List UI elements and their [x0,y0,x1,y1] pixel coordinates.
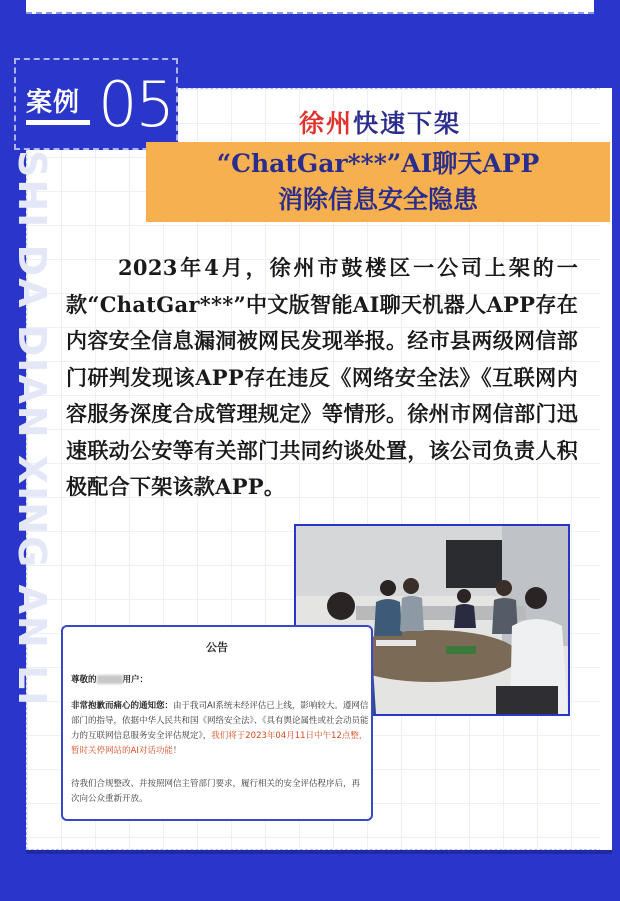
greeting-prefix: 尊敬的 [71,675,97,685]
notice-greeting [71,673,148,685]
notice-paragraph-2: 待我们合规整改、并按照网信主管部门要求，履行相关的安全评估程序后，再次向公众重新开放。 [71,779,361,804]
redacted-name [97,675,123,684]
notice-title: 公告 [206,641,228,654]
notice-p1-end: ！ [172,746,182,756]
headline-line1-rest: 快速下架 [353,109,462,138]
top-strip [26,0,594,14]
article-body: 2023年4月，徐州市鼓楼区一公司上架的一款“ChatGar***”中文版智能AI聊天机器人APP存在内容安全信息漏洞被网民发现举报。经市县两级网信部门研判发现该APP存在违反《网络安全法》《互联网内容服务深度合成管理规定》等情形。徐州市网信部门迅速联动公安等有关部门共同约谈处置，该公司负责人积极配合下架该款APP。 [66,255,578,499]
case-badge [14,58,178,150]
headline-box [146,142,610,222]
headline-line3: 消除信息安全隐患 [277,185,478,214]
case-number: 05 [98,68,173,141]
notice-paragraph-1 [71,699,369,759]
badge-underline [26,120,90,125]
notice-p1-text: 由于我司AI系统未经评估已上线，影响较大。遵网信部门的指导，依据中华人民共和国《网络安全法》、《具有舆论属性或社会动员能力的互联网信息服务安全评估规定》， [71,701,369,741]
notice-p1-lead: 非常抱歉而痛心的通知您： [71,701,174,711]
notice-screenshot [61,625,373,821]
card-bottom-shadow [26,850,612,854]
greeting-suffix: 用户： [122,675,149,685]
headline-line1 [250,104,510,140]
notice-p1-highlight: 我们将于2023年04月11日中午12点整，暂时关停网站的AI对话功能 [71,731,368,756]
vertical-watermark: SHI DA DIAN XING AN LI [10,150,54,708]
headline-accent: 徐州 [298,109,353,138]
headline-line2: “ChatGar***”AI聊天APP [216,149,540,178]
case-label: 案例 [26,88,81,118]
